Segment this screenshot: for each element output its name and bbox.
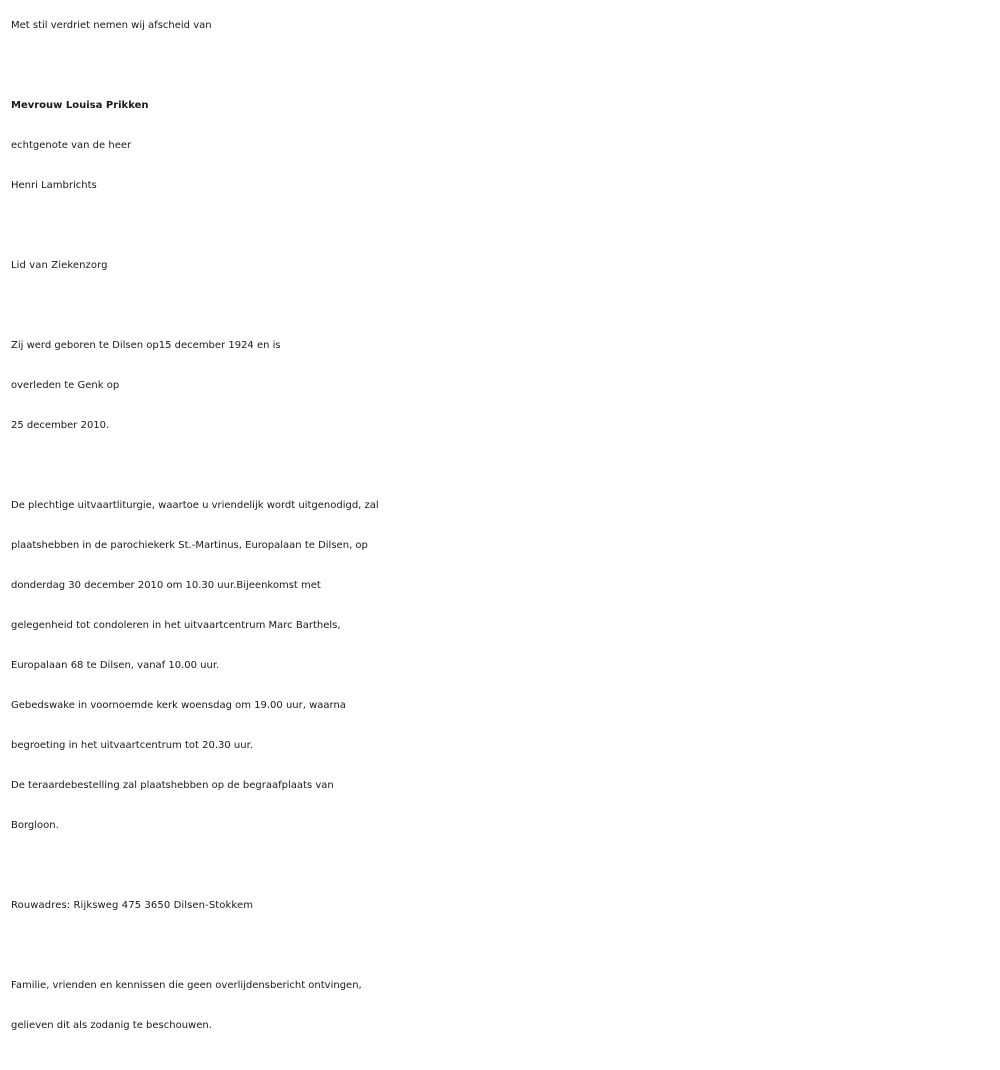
spacer — [11, 926, 996, 966]
ceremony-line: Gebedswake in voornoemde kerk woensdag om 19.00 uur, waarna — [11, 700, 346, 711]
ceremony-line: De plechtige uitvaartliturgie, waartoe u vriendelijk wordt uitgenodigd, zal — [11, 500, 379, 511]
ceremony-line: Borgloon. — [11, 820, 59, 831]
ceremony-line: Europalaan 68 te Dilsen, vanaf 10.00 uur. — [11, 660, 220, 671]
spouse-line: Henri Lambrichts — [11, 180, 97, 191]
mourning-address: Rouwadres: Rijksweg 475 3650 Dilsen-Stokkem — [11, 900, 254, 911]
obituary-notice — [11, 6, 996, 1046]
spacer — [11, 286, 996, 326]
ceremony-line: De teraardebestelling zal plaatshebben op de begraafplaats van — [11, 780, 334, 791]
ceremony-line: begroeting in het uitvaartcentrum tot 20.30 uur. — [11, 740, 253, 751]
life-dates-block — [11, 326, 996, 446]
ceremony-block — [11, 486, 996, 846]
deceased-name: Mevrouw Louisa Prikken — [11, 100, 149, 111]
spacer — [11, 206, 996, 246]
spouse-line: echtgenote van de heer — [11, 140, 132, 151]
ceremony-line: plaatshebben in de parochiekerk St.-Martinus, Europalaan te Dilsen, op — [11, 540, 368, 551]
life-dates-line: 25 december 2010. — [11, 420, 110, 431]
life-dates-line: Zij werd geboren te Dilsen op15 december 1924 en is — [11, 340, 281, 351]
spacer — [11, 846, 996, 886]
closing-block — [11, 966, 996, 1046]
ceremony-line: donderdag 30 december 2010 om 10.30 uur.Bijeenkomst met — [11, 580, 321, 591]
closing-line: gelieven dit als zodanig te beschouwen. — [11, 1020, 212, 1031]
closing-line: Familie, vrienden en kennissen die geen overlijdensbericht ontvingen, — [11, 980, 362, 991]
spacer — [11, 446, 996, 486]
ceremony-line: gelegenheid tot condoleren in het uitvaartcentrum Marc Barthels, — [11, 620, 341, 631]
intro-text: Met stil verdriet nemen wij afscheid van — [11, 20, 212, 31]
life-dates-line: overleden te Genk op — [11, 380, 120, 391]
membership-text: Lid van Ziekenzorg — [11, 260, 108, 271]
spouse-block — [11, 126, 996, 206]
